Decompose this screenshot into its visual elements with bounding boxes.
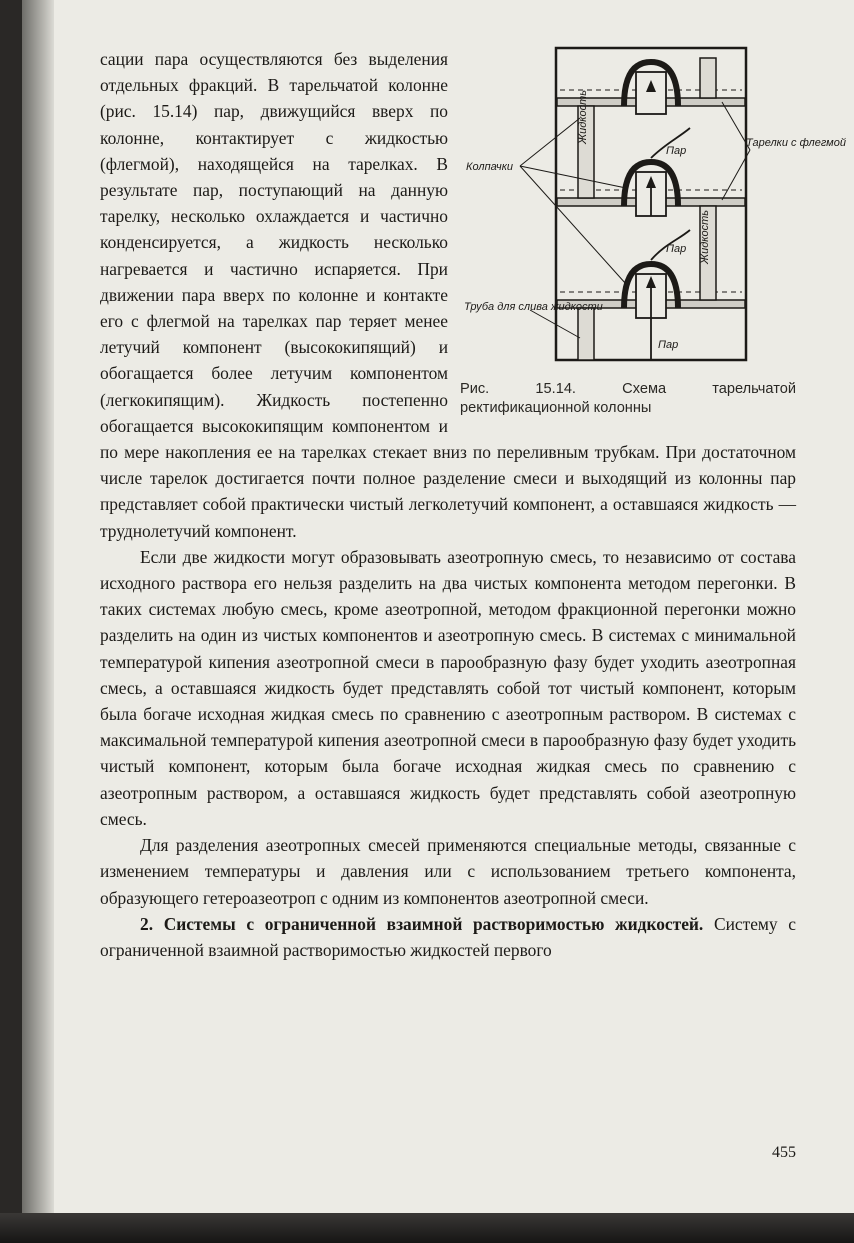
drain-pipe-label: Труба для слива жидкости bbox=[464, 301, 603, 313]
page-body bbox=[100, 46, 846, 963]
paragraph-4 bbox=[100, 911, 796, 963]
figure-15-14 bbox=[460, 48, 846, 418]
vapor-label-1: Пар bbox=[666, 145, 687, 157]
page-bottom-edge bbox=[0, 1213, 854, 1243]
paragraph-4-text: Систему с ограниченной взаимной растворимостью жидкостей первого bbox=[100, 913, 796, 960]
paragraph-2: Если две жидкости могут образовывать азеотропную смесь, то независимо от состава исходного раствора его нельзя разделить на два чистых компонента методом перегонки. В таких системах любую смесь, кроме азеотропной, методом фракционной перегонки можно разделить на один из чистых компонентов и азеотропную смесь. В системах с минимальной температурой кипения азеотропной смеси в парообразную фазу будет уходить азеотропная смесь, а оставшаяся жидкость будет представлять собой тот чистый компонент, которым была богаче исходная жидкая смесь по сравнению с азеотропным раствором. В системах с максимальной температурой кипения азеотропной смеси в парообразную фазу будет уходить чистый компонент, которым была богаче исходная жидкая смесь по сравнению с азеотропным раствором, а оставшаяся жидкость будет представлять собой азеотропную смесь. bbox=[100, 546, 796, 829]
liquid-label-2: Жидкость bbox=[699, 209, 711, 264]
page-number: 455 bbox=[772, 1144, 796, 1161]
rectification-column-diagram bbox=[460, 48, 846, 370]
figure-caption: Рис. 15.14. Схема тарельчатой ректификационной колонны bbox=[460, 381, 796, 416]
caps-label: Колпачки bbox=[466, 161, 514, 173]
paragraph-1: сации пара осуществляются без выделения отдельных фракций. В тарельчатой колонне (рис. 15.14) пар, движущийся вверх по колонне, контактирует с жидкостью (флегмой), находящейся на тарелках. В результате пар, поступающий на данную тарелку, несколько охлаждается и частично конденсируется, а жидкость несколько нагревается и частично испаряется. При движении пара вверх по колонне и контакте его с флегмой на тарелках пар теряет менее летучий компонент (высококипящий) и обогащается более летучим компонентом (легкокипящим). Жидкость постепенно обогащается высококипящим компонентом и по мере накопления ее на тарелках стекает вниз по переливным трубкам. При достаточном числе тарелок достигается почти полное разделение смеси и выходящий из колонны пар представляет собой практически чистый легколетучий компонент, а оставшаяся жидкость — труднолетучий компонент. bbox=[100, 49, 796, 541]
paragraph-3: Для разделения азеотропных смесей применяются специальные методы, связанные с изменением температуры и давления или с использованием третьего компонента, образующего гетероазеотроп с одним из компонентов азеотропной смеси. bbox=[100, 835, 796, 908]
book-page bbox=[22, 0, 854, 1213]
vapor-label-3: Пар bbox=[658, 339, 679, 351]
section-heading: 2. Системы с ограниченной взаимной растворимостью жидкостей. bbox=[140, 913, 704, 934]
book-spine-shadow bbox=[22, 0, 54, 1213]
vapor-label-2: Пар bbox=[666, 243, 687, 255]
liquid-label-1: Жидкость bbox=[577, 89, 589, 144]
trays-label: Тарелки с флегмой bbox=[746, 137, 846, 149]
